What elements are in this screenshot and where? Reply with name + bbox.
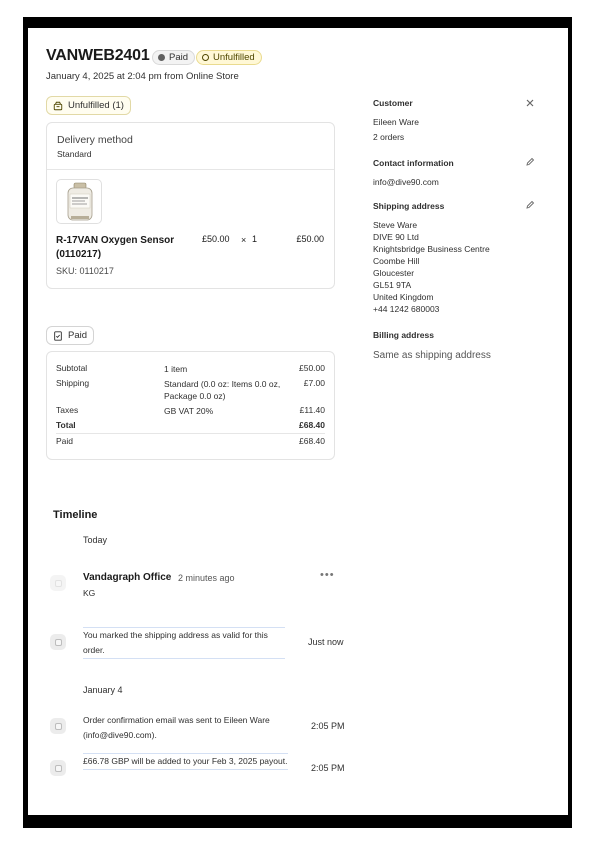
timeline-heading: Timeline [53,509,98,521]
row-detail[interactable]: GB VAT 20% [164,406,214,416]
address-line: GL51 9TA [373,280,412,290]
address-line: DIVE 90 Ltd [373,232,419,242]
oxygen-sensor-image [57,180,102,224]
product-thumbnail[interactable] [56,179,102,224]
row-label: Total [56,420,76,430]
order-subtitle: January 4, 2025 at 2:04 pm from Online Store [46,71,239,82]
contact-info-heading: Contact information [373,158,454,168]
product-line-total: £50.00 [296,234,324,244]
row-label: Subtotal [56,363,88,373]
paid-pill[interactable] [46,326,94,345]
row-amount: £68.40 [299,436,325,446]
row-amount: £50.00 [299,363,325,373]
customer-orders-count[interactable]: 2 orders [373,132,405,142]
product-quantity: 1 [252,234,258,244]
billing-address-value: Same as shipping address [373,350,491,361]
payment-summary-card [46,351,335,460]
product-name-link[interactable]: R-17VAN Oxygen Sensor (0110217) [56,235,175,260]
address-phone: +44 1242 680003 [373,304,440,314]
product-unit-price: £50.00 [202,234,230,244]
customer-name-link[interactable]: Eileen Ware [373,117,419,127]
timeline-date-jan4: January 4 [83,685,123,695]
timeline-event-message: You marked the shipping address as valid for this order. [83,627,285,659]
row-amount: £7.00 [303,378,325,388]
billing-address-heading: Billing address [373,330,434,340]
unfulfilled-pill-label: Unfulfilled (1) [68,100,124,111]
address-line: United Kingdom [373,292,434,302]
close-icon[interactable] [525,98,535,108]
payment-status-badge [152,50,195,65]
address-line: Coombe Hill [373,256,420,266]
card-divider [47,169,334,170]
timeline-event-time: 2:05 PM [311,763,345,773]
comment-initials: KG [83,588,96,598]
comment-time: 2 minutes ago [178,573,235,583]
multiply-sign: × [241,235,247,245]
status-dot-icon [158,54,165,61]
more-horizontal-icon[interactable]: ••• [320,569,335,581]
delivery-method-label: Delivery method [57,134,133,146]
timeline-event-time: 2:05 PM [311,721,345,731]
comment-author: Vandagraph Office [83,572,172,583]
product-sku: SKU: 0110217 [56,266,114,276]
fulfillment-status-text: Unfulfilled [213,52,255,63]
unfulfilled-pill[interactable] [46,96,131,115]
row-detail: Standard (0.0 oz: Items 0.0 oz, Package 0.0 oz) [164,379,281,401]
address-line: Gloucester [373,268,415,278]
paid-divider [56,433,325,434]
receipt-check-icon [53,331,63,341]
payment-status-text: Paid [169,52,189,63]
row-label: Shipping [56,378,90,388]
row-amount: £68.40 [299,420,325,430]
timeline-node-icon [50,634,66,650]
status-ring-icon [202,54,209,61]
customer-email-link[interactable]: info@dive90.com [373,177,439,187]
delivery-method-value: Standard [57,149,92,159]
timeline-event-time: Just now [308,637,344,647]
timeline-date-today: Today [83,535,108,545]
order-number: VANWEB2401 [46,47,150,64]
timeline-event-message: Order confirmation email was sent to Eileen Ware (info@dive90.com). [83,715,270,740]
customer-heading: Customer [373,98,413,108]
timeline-event-message: £66.78 GBP will be added to your Feb 3, 2025 payout. [83,753,288,770]
address-line: Steve Ware [373,220,418,230]
row-detail: 1 item [164,364,188,374]
order-detail-page [28,28,568,815]
timeline-node-icon [50,575,66,591]
row-label: Taxes [56,405,79,415]
address-line: Knightsbridge Business Centre [373,244,490,254]
pencil-icon[interactable] [525,157,535,167]
shipping-address-heading: Shipping address [373,201,445,211]
timeline-node-icon [50,718,66,734]
row-label: Paid [56,436,74,446]
paid-pill-label: Paid [68,330,88,341]
fulfillment-box-icon [53,101,63,111]
row-amount: £11.40 [299,405,325,415]
fulfillment-card [46,122,335,289]
fulfillment-status-badge [196,50,262,65]
pencil-icon[interactable] [525,200,535,210]
timeline-node-icon [50,760,66,776]
